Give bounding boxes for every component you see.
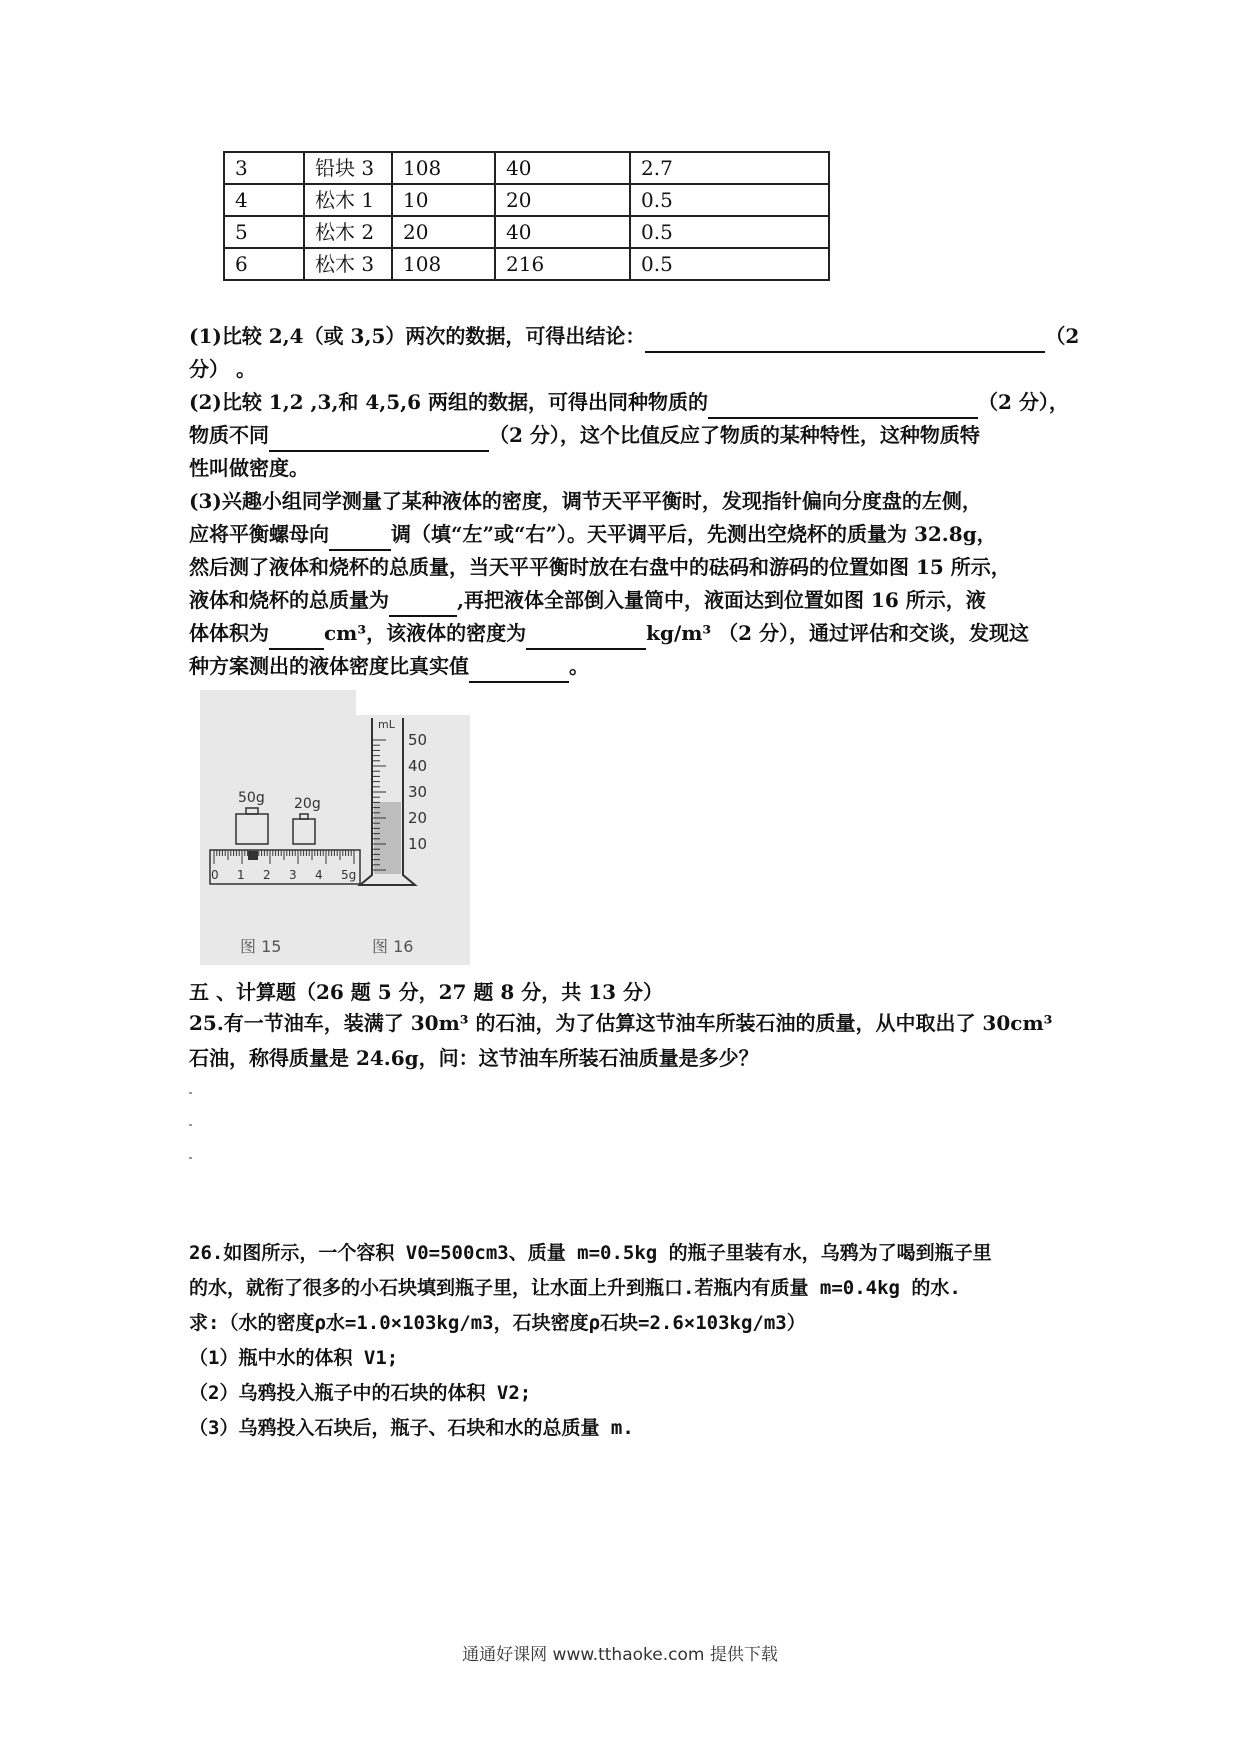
table-cell: 108	[392, 152, 495, 184]
cylinder-tick-label: 30	[408, 783, 428, 801]
data-table	[223, 151, 830, 281]
weight-label-50g: 50g	[238, 790, 265, 806]
table-cell: 108	[392, 248, 495, 280]
ruler-tick-label: 1	[237, 868, 245, 882]
table-cell: 0.5	[630, 248, 829, 280]
answer-blank-7[interactable]	[526, 624, 646, 650]
table-cell: 0.5	[630, 184, 829, 216]
weight-label-20g: 20g	[294, 796, 321, 812]
table-cell: 10	[392, 184, 495, 216]
table-cell: 40	[495, 152, 630, 184]
weight-20g	[293, 814, 315, 844]
cylinder-tick-label: 20	[408, 809, 428, 827]
answer-blank-5[interactable]	[389, 591, 457, 617]
cylinder-tick-label: 10	[408, 835, 428, 853]
weight-50g	[236, 808, 268, 844]
table-cell: 5	[224, 216, 304, 248]
figure-15-16	[200, 690, 470, 965]
question-26: 26.如图所示，一个容积 V0=500cm3、质量 m=0.5kg 的瓶子里装有水，乌鸦为了喝到瓶子里 的水，就衔了很多的小石块填到瓶子里，让水面上升到瓶口.若瓶内有质量 m=0.4kg 的水. 求:（水的密度ρ水=1.0×103kg/m3，石块密度ρ石块=2.6×103kg/m3） （1）瓶中水的体积 V1; （2）乌鸦投入瓶子中的石块的体积 V2; （3）乌鸦投入石块后，瓶子、石块和水的总质量 m.	[189, 1242, 992, 1439]
scan-dot	[189, 1124, 192, 1126]
table-cell: 松木 3	[304, 248, 392, 280]
table-cell: 3	[224, 152, 304, 184]
cylinder-tick-label: 40	[408, 757, 428, 775]
graduated-cylinder	[360, 718, 427, 885]
table-cell: 松木 1	[304, 184, 392, 216]
cylinder-unit-label: mL	[378, 718, 395, 731]
ruler-tick-label: 0	[211, 868, 219, 882]
table-cell: 40	[495, 216, 630, 248]
table-cell: 20	[392, 216, 495, 248]
table-cell: 4	[224, 184, 304, 216]
cylinder-tick-label: 50	[408, 731, 428, 749]
section-5-title: 五 、计算题（26 题 5 分，27 题 8 分，共 13 分）	[189, 980, 663, 1004]
balance-ruler	[210, 850, 360, 884]
answer-blank-6[interactable]	[269, 624, 324, 650]
table-cell: 0.5	[630, 216, 829, 248]
answer-blank-4[interactable]	[329, 525, 391, 551]
caption-figure-15: 图 15	[240, 937, 282, 956]
table-cell: 铅块 3	[304, 152, 392, 184]
question-25: 25.有一节油车，装满了 30m³ 的石油，为了估算这节油车所装石油的质量，从中取出了 30cm³ 石油，称得质量是 24.6g，问：这节油车所装石油质量是多少？	[189, 1011, 1053, 1070]
table-cell: 6	[224, 248, 304, 280]
ruler-tick-label: 3	[289, 868, 297, 882]
table-cell: 20	[495, 184, 630, 216]
table-row	[224, 152, 829, 184]
ruler-tick-label: 5g	[341, 868, 357, 882]
caption-figure-16: 图 16	[372, 937, 414, 956]
footer-credit: 通通好课网 www.tthaoke.com 提供下载	[462, 1645, 778, 1665]
answer-blank-3[interactable]	[269, 426, 489, 452]
answer-blank-1[interactable]	[645, 327, 1045, 353]
scan-dot	[189, 1092, 192, 1094]
ruler-tick-label: 2	[263, 868, 271, 882]
table-cell: 216	[495, 248, 630, 280]
table-row	[224, 216, 829, 248]
answer-blank-8[interactable]	[469, 657, 569, 683]
answer-blank-2[interactable]	[708, 393, 978, 419]
scan-dot	[189, 1157, 192, 1159]
table-cell: 松木 2	[304, 216, 392, 248]
table-cell: 2.7	[630, 152, 829, 184]
question-24-text: (1)比较 2,4（或 3,5）两次的数据，可得出结论： （2 分） 。 (2)比较 1,2 ,3,和 4,5,6 两组的数据，可得出同种物质的 （2 分）， 物质不同 （2 分），这个比值反应了物质的某种特性，这种物质特 性叫做密度。 (3)兴趣小组同学测量了某种液体的密度，调节天平平衡时，发现指针偏向分度盘的左侧， 应将平衡螺母向 调（填“左”或“右”）。天平调平后，先测出空烧杯的质量为 32.8g， 然后测了液体和烧杯的总质量，当天平平衡时放在右盘中的砝码和游码的位置如图 15 所示， 液体和烧杯的总质量为 ,再把液体全部倒入量筒中，液面达到位置如图 16 所示，液 体体积为 cm³，该液体的密度为 kg/m³ （2 分），通过评估和交谈，发现这 种方案测出的液体密度比真实值 。	[189, 320, 1061, 683]
table-row	[224, 184, 829, 216]
figure-drawing	[200, 690, 470, 965]
ruler-tick-label: 4	[315, 868, 323, 882]
table-row	[224, 248, 829, 280]
rider-marker	[248, 851, 258, 860]
